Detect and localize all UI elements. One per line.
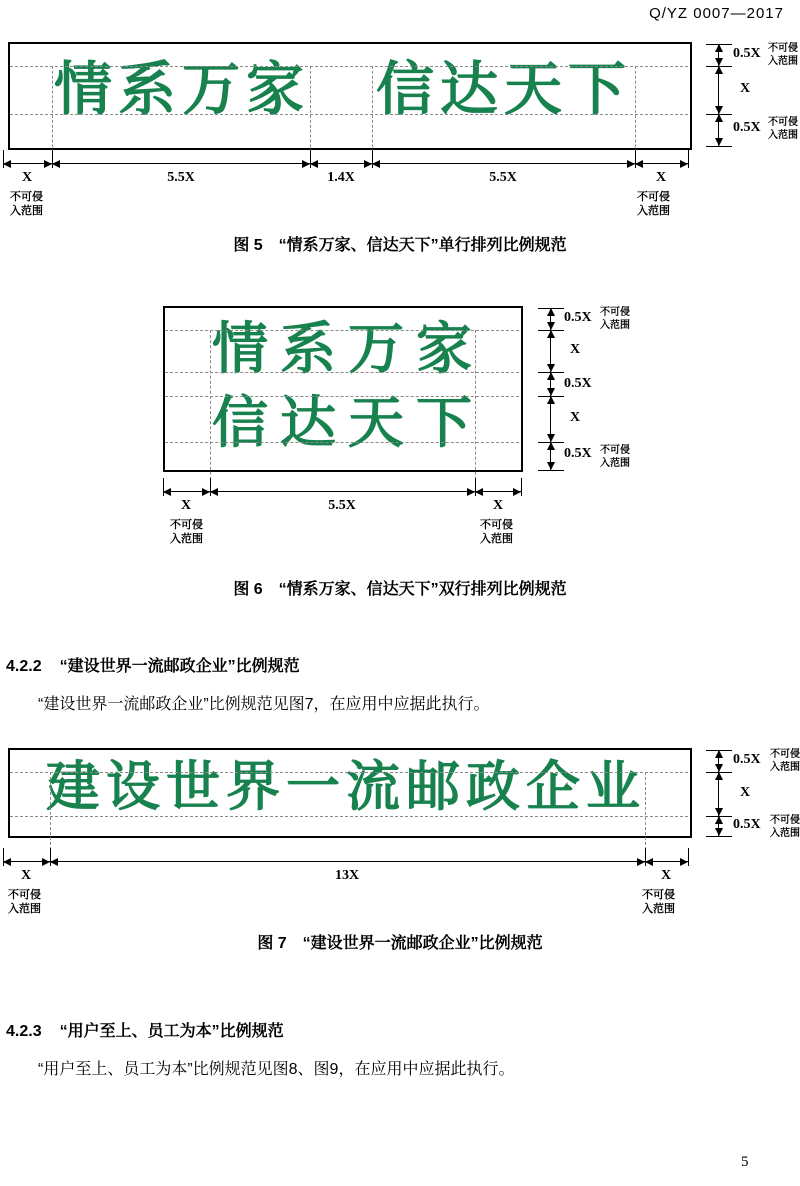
- dim-label-0-5x: 0.5X: [733, 120, 761, 135]
- dim-arrow: [718, 44, 719, 66]
- dim-label-x: X: [492, 498, 504, 513]
- keep-out-line2: 入范围: [768, 130, 798, 141]
- keep-out-note: [770, 814, 800, 840]
- doc-number: Q/YZ 0007—2017: [649, 5, 784, 22]
- dim-arrow: [550, 442, 551, 470]
- dashed-guide: [372, 66, 373, 162]
- keep-out-note: [768, 116, 798, 142]
- dim-label-0-5x: 0.5X: [733, 817, 761, 832]
- keep-out-line1: 不可侵: [10, 191, 43, 203]
- dim-label-x: X: [740, 81, 751, 96]
- keep-out-line2: 入范围: [10, 205, 43, 218]
- figure5-slogan-part2: 信达天下: [376, 55, 633, 123]
- figure5-slogan-part1: 情系万家: [54, 55, 311, 123]
- dim-arrow: [3, 163, 52, 164]
- dim-arrow: [718, 750, 719, 772]
- dashed-guide: [52, 66, 53, 162]
- section-4-2-3-body: “用户至上、员工为本”比例规范见图8、图9，在应用中应据此执行。: [38, 1061, 515, 1078]
- keep-out-note: [642, 888, 675, 917]
- dim-arrow: [50, 861, 645, 862]
- dashed-guide: [310, 66, 311, 162]
- section-title: “用户至上、员工为本”比例规范: [59, 1023, 284, 1040]
- dim-label-0-5x: 0.5X: [564, 376, 592, 391]
- dim-label-x: X: [660, 868, 672, 883]
- keep-out-line1: 不可侵: [8, 889, 41, 901]
- dashed-guide: [635, 66, 636, 162]
- dashed-guide: [475, 330, 476, 490]
- dim-arrow: [718, 772, 719, 816]
- dashed-guide: [10, 816, 688, 817]
- dashed-guide: [165, 396, 519, 397]
- keep-out-note: [480, 518, 513, 547]
- dashed-guide: [50, 772, 51, 860]
- keep-out-line2: 入范围: [637, 205, 670, 218]
- dim-arrow: [550, 330, 551, 372]
- dim-arrow: [550, 396, 551, 442]
- dim-label-0-5x: 0.5X: [733, 46, 761, 61]
- dim-arrow: [718, 114, 719, 146]
- keep-out-line1: 不可侵: [600, 445, 630, 456]
- dashed-guide: [10, 66, 688, 67]
- dim-arrow: [372, 163, 635, 164]
- dim-label-5-5x: 5.5X: [489, 170, 517, 185]
- keep-out-line2: 入范围: [600, 320, 630, 331]
- figure5-caption: 图 5 “情系万家、信达天下”单行排列比例规范: [233, 237, 567, 254]
- keep-out-line2: 入范围: [768, 56, 798, 67]
- dim-arrow: [550, 372, 551, 396]
- section-4-2-2-body: “建设世界一流邮政企业”比例规范见图7，在应用中应据此执行。: [38, 696, 490, 713]
- dim-arrow: [550, 308, 551, 330]
- keep-out-note: [600, 306, 630, 332]
- section-4-2-2-heading: [6, 653, 300, 676]
- section-number: 4.2.2: [6, 658, 42, 675]
- dim-label-x: X: [180, 498, 192, 513]
- dim-label-0-5x: 0.5X: [564, 446, 592, 461]
- keep-out-line1: 不可侵: [768, 117, 798, 128]
- dim-label-x: X: [21, 170, 33, 185]
- dim-arrow: [52, 163, 310, 164]
- keep-out-line1: 不可侵: [480, 519, 513, 531]
- keep-out-line1: 不可侵: [768, 43, 798, 54]
- dim-tick: [538, 470, 564, 471]
- dim-arrow: [310, 163, 372, 164]
- section-number: 4.2.3: [6, 1023, 42, 1040]
- keep-out-line2: 入范围: [170, 533, 203, 546]
- dim-tick: [688, 848, 689, 866]
- keep-out-line2: 入范围: [600, 458, 630, 469]
- keep-out-note: [637, 190, 670, 219]
- keep-out-line2: 入范围: [642, 903, 675, 916]
- keep-out-line1: 不可侵: [770, 815, 800, 826]
- dashed-guide: [10, 772, 688, 773]
- dim-label-x: X: [570, 342, 581, 357]
- dim-label-13x: 13X: [334, 868, 360, 883]
- keep-out-line1: 不可侵: [770, 749, 800, 760]
- dim-tick: [688, 150, 689, 168]
- dim-label-5-5x: 5.5X: [328, 498, 356, 513]
- keep-out-line2: 入范围: [770, 828, 800, 839]
- keep-out-line1: 不可侵: [600, 307, 630, 318]
- figure7-slogan: 建设世界一流邮政企业: [46, 755, 646, 818]
- dim-label-x: X: [570, 410, 581, 425]
- dim-label-x: X: [655, 170, 667, 185]
- dim-label-1-4x: 1.4X: [327, 170, 355, 185]
- keep-out-note: [10, 190, 43, 219]
- dim-label-0-5x: 0.5X: [733, 752, 761, 767]
- figure7-caption: 图 7 “建设世界一流邮政企业”比例规范: [257, 935, 543, 952]
- dim-arrow: [3, 861, 50, 862]
- dashed-guide: [165, 372, 519, 373]
- dashed-guide: [645, 772, 646, 860]
- dim-arrow: [718, 66, 719, 114]
- keep-out-line2: 入范围: [8, 903, 41, 916]
- keep-out-line1: 不可侵: [642, 889, 675, 901]
- dim-arrow: [645, 861, 688, 862]
- dim-arrow: [718, 816, 719, 836]
- dim-arrow: [210, 491, 475, 492]
- keep-out-line1: 不可侵: [170, 519, 203, 531]
- keep-out-note: [768, 42, 798, 68]
- dim-tick: [706, 836, 732, 837]
- section-4-2-3-heading: [6, 1018, 284, 1041]
- dim-arrow: [475, 491, 521, 492]
- dim-label-0-5x: 0.5X: [564, 310, 592, 325]
- keep-out-line2: 入范围: [480, 533, 513, 546]
- keep-out-line2: 入范围: [770, 762, 800, 773]
- dim-arrow: [163, 491, 210, 492]
- figure6-slogan-line2: 信达天下: [212, 391, 484, 456]
- dashed-guide: [210, 330, 211, 490]
- dashed-guide: [165, 330, 519, 331]
- dim-tick: [706, 146, 732, 147]
- dim-label-5-5x: 5.5X: [167, 170, 195, 185]
- keep-out-note: [170, 518, 203, 547]
- keep-out-note: [770, 748, 800, 774]
- dim-arrow: [635, 163, 688, 164]
- dim-tick: [521, 478, 522, 496]
- keep-out-note: [8, 888, 41, 917]
- dim-label-x: X: [20, 868, 32, 883]
- keep-out-line1: 不可侵: [637, 191, 670, 203]
- dim-label-x: X: [740, 785, 751, 800]
- page-number: 5: [741, 1154, 749, 1170]
- dashed-guide: [165, 442, 519, 443]
- keep-out-note: [600, 444, 630, 470]
- figure6-caption: 图 6 “情系万家、信达天下”双行排列比例规范: [233, 581, 567, 598]
- dashed-guide: [10, 114, 688, 115]
- figure6-slogan-line1: 情系万家: [212, 317, 484, 382]
- section-title: “建设世界一流邮政企业”比例规范: [59, 658, 300, 675]
